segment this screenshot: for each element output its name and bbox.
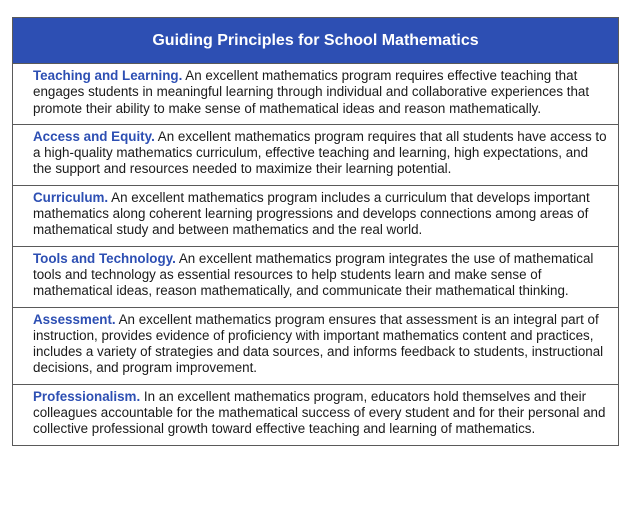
principle-text: An excellent mathematics program integrates the use of mathematical tools and technology as essential resources to help students learn and make sense of mathematical ideas, reason mathematically, and communicate their mathematical thinking. <box>33 250 594 299</box>
principle-text: In an excellent mathematics program, educators hold themselves and their colleagues accountable for the mathematical success of every student and for their personal and collective professional growth toward effective teaching and learning of mathematics. <box>33 388 606 437</box>
principle-term: Assessment. <box>33 311 116 327</box>
principle-term: Professionalism. <box>33 388 141 404</box>
principle-text: An excellent mathematics program requires that all students have access to a high-quality mathematics curriculum, effective teaching and learning, high expectations, and the support and resources needed to maximize their learning potential. <box>33 128 607 177</box>
table-title: Guiding Principles for School Mathematics <box>13 18 618 64</box>
principle-text: An excellent mathematics program requires effective teaching that engages students in meaningful learning through individual and collaborative experiences that promote their ability to make sense of mathematical ideas and reason mathematically. <box>33 68 590 116</box>
principle-term: Curriculum. <box>33 189 109 205</box>
guiding-principles-table <box>12 17 619 446</box>
principle-text: An excellent mathematics program includes a curriculum that develops important mathematics along coherent learning progressions and develops connections among areas of mathematical study and between mathematics and the real world. <box>33 189 590 238</box>
principle-term: Teaching and Learning. <box>33 68 183 83</box>
principle-assessment <box>13 308 618 385</box>
principle-term: Access and Equity. <box>33 128 155 144</box>
principle-teaching-and-learning <box>13 64 618 125</box>
principle-text: An excellent mathematics program ensures that assessment is an integral part of instruction, provides evidence of proficiency with important mathematics content and practices, includes a variety of strategies and data sources, and informs feedback to students, instructional decisions, and program improvement. <box>33 311 604 376</box>
principle-curriculum <box>13 186 618 247</box>
principle-term: Tools and Technology. <box>33 250 176 266</box>
principle-tools-and-technology <box>13 247 618 308</box>
principle-access-and-equity <box>13 125 618 186</box>
principle-professionalism <box>13 385 618 445</box>
